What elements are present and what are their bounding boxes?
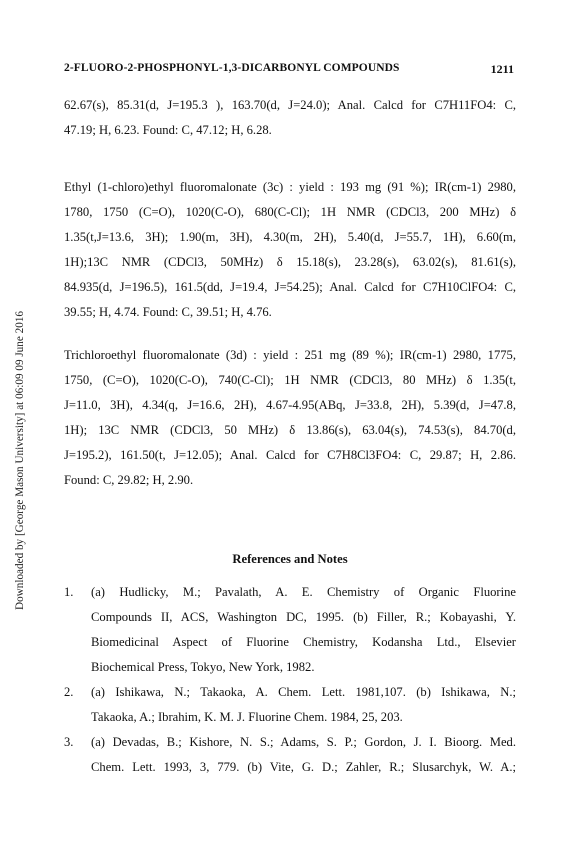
text-line: J=195.2), 161.50(t, J=12.05); Anal. Calcd for C7H8Cl3FO4: C, 29.87; H, 2.86. bbox=[64, 448, 516, 462]
paragraph-3b-continuation bbox=[64, 93, 516, 143]
download-notice: Downloaded by [George Mason University] at 06:09 09 June 2016 bbox=[14, 310, 26, 610]
reference-line: Compounds II, ACS, Washington DC, 1995. (b) Filler, R.; Kobayashi, Y. bbox=[91, 610, 516, 624]
text-line: 1H); 13C NMR (CDCl3, 50 MHz) δ 13.86(s), 63.04(s), 74.53(s), 84.70(d, bbox=[64, 423, 516, 437]
text-line: 1750, (C=O), 1020(C-O), 740(C-Cl); 1H NMR (CDCl3, 80 MHz) δ 1.35(t, bbox=[64, 373, 516, 387]
reference-number: 1. bbox=[64, 585, 74, 599]
reference-line: (a) Hudlicky, M.; Pavalath, A. E. Chemistry of Organic Fluorine bbox=[91, 585, 516, 599]
reference-line: Takaoka, A.; Ibrahim, K. M. J. Fluorine Chem. 1984, 25, 203. bbox=[91, 710, 403, 724]
reference-line: Biochemical Press, Tokyo, New York, 1982. bbox=[91, 660, 315, 674]
text-line: 1H);13C NMR (CDCl3, 50MHz) δ 15.18(s), 23.28(s), 63.02(s), 81.61(s), bbox=[64, 255, 516, 269]
text-line: Trichloroethyl fluoromalonate (3d) : yield : 251 mg (89 %); IR(cm-1) 2980, 1775, bbox=[64, 348, 516, 362]
paragraph-3c bbox=[64, 175, 516, 325]
reference-item bbox=[64, 730, 516, 780]
text-line: Ethyl (1-chloro)ethyl fluoromalonate (3c) : yield : 193 mg (91 %); IR(cm-1) 2980, bbox=[64, 180, 516, 194]
text-line: 84.935(d, J=196.5), 161.5(dd, J=19.4, J=54.25); Anal. Calcd for C7H10ClFO4: C, bbox=[64, 280, 516, 294]
reference-line: Biomedicinal Aspect of Fluorine Chemistry, Kodansha Ltd., Elsevier bbox=[91, 635, 516, 649]
reference-line: (a) Devadas, B.; Kishore, N. S.; Adams, S. P.; Gordon, J. I. Bioorg. Med. bbox=[91, 735, 516, 749]
text-line: 62.67(s), 85.31(d, J=195.3 ), 163.70(d, J=24.0); Anal. Calcd for C7H11FO4: C, bbox=[64, 98, 516, 112]
text-line: 47.19; H, 6.23. Found: C, 47.12; H, 6.28. bbox=[64, 123, 272, 137]
text-line: 1780, 1750 (C=O), 1020(C-O), 680(C-Cl); 1H NMR (CDCl3, 200 MHz) δ bbox=[64, 205, 516, 219]
running-title: 2-FLUORO-2-PHOSPHONYL-1,3-DICARBONYL COMPOUNDS bbox=[64, 62, 400, 74]
reference-item bbox=[64, 680, 516, 730]
text-line: 39.55; H, 4.74. Found: C, 39.51; H, 4.76. bbox=[64, 305, 272, 319]
paragraph-3d bbox=[64, 343, 516, 493]
reference-number: 3. bbox=[64, 735, 74, 749]
text-line: Found: C, 29.82; H, 2.90. bbox=[64, 473, 194, 487]
download-sidebar bbox=[0, 0, 30, 864]
reference-list bbox=[64, 580, 516, 780]
page-number: 1211 bbox=[490, 62, 514, 76]
text-line: 1.35(t,J=13.6, 3H); 1.90(m, 3H), 4.30(m, 2H), 5.40(d, J=55.7, 1H), 6.60(m, bbox=[64, 230, 516, 244]
references-heading: References and Notes bbox=[232, 552, 348, 566]
reference-line: (a) Ishikawa, N.; Takaoka, A. Chem. Lett. 1981,107. (b) Ishikawa, N.; bbox=[91, 685, 516, 699]
text-line: J=11.0, 3H), 4.34(q, J=16.6, 2H), 4.67-4.95(ABq, J=33.8, 2H), 5.39(d, J=47.8, bbox=[64, 398, 516, 412]
reference-line: Chem. Lett. 1993, 3, 779. (b) Vite, G. D.; Zahler, R.; Slusarchyk, W. A.; bbox=[91, 760, 516, 774]
running-header bbox=[64, 62, 514, 80]
reference-item bbox=[64, 580, 516, 680]
reference-number: 2. bbox=[64, 685, 74, 699]
